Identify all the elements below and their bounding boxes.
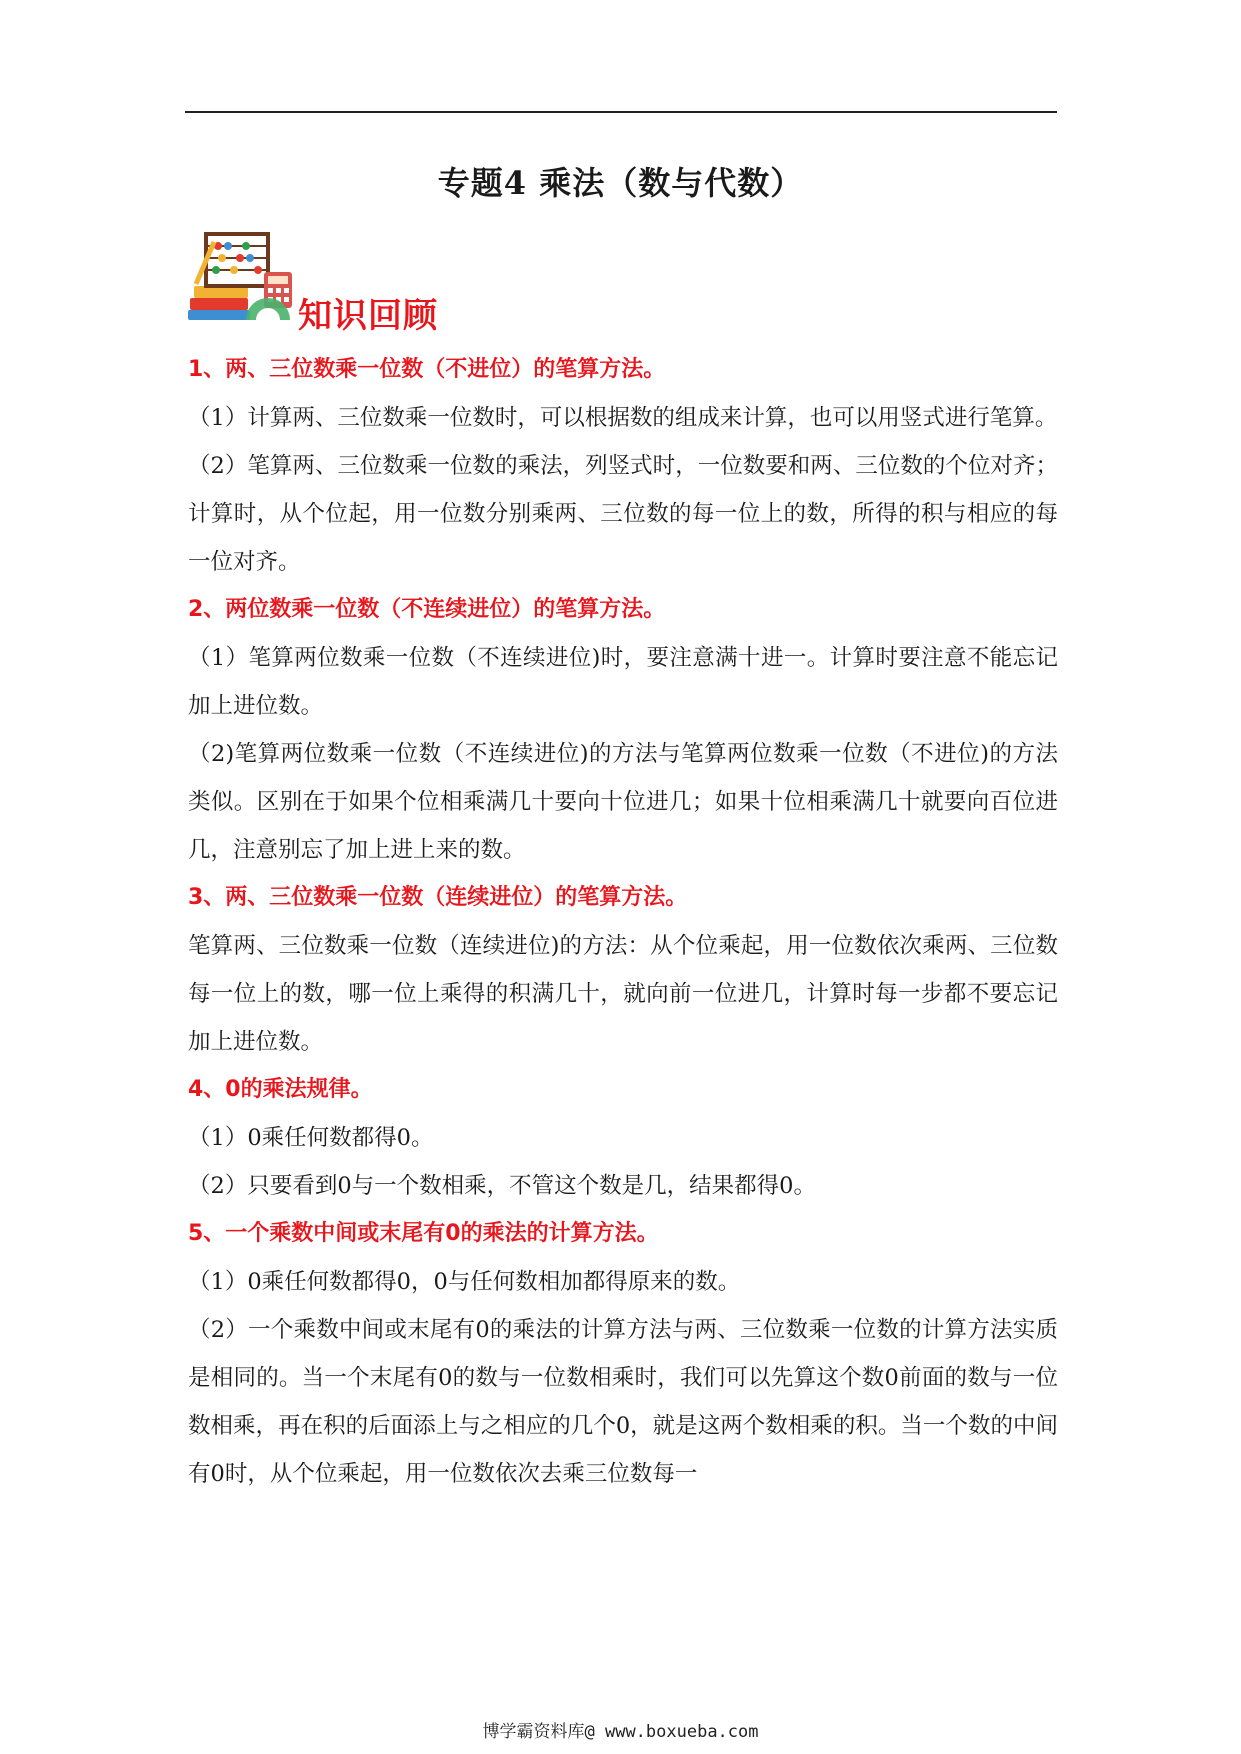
paragraph: （1）0乘任何数都得0。	[188, 1125, 434, 1151]
page-title: 专题4 乘法（数与代数）	[437, 164, 804, 202]
header-rule	[185, 111, 1057, 113]
paragraph: 笔算两、三位数乘一位数（连续进位)的方法：从个位乘起，用一位数依次乘两、三位数每一位上的数，哪一位上乘得的积满几十，就向前一位进几，计算时每一步都不要忘记加上进位数。	[188, 933, 1058, 1055]
paragraph: （2）笔算两、三位数乘一位数的乘法，列竖式时，一位数要和两、三位数的个位对齐；计算时，从个位起，用一位数分别乘两、三位数的每一位上的数，所得的积与相应的每一位对齐。	[188, 453, 1058, 575]
knowledge-review-banner	[188, 228, 488, 338]
paragraph: （1）计算两、三位数乘一位数时，可以根据数的组成来计算，也可以用竖式进行笔算。	[188, 405, 1058, 431]
paragraph: （2)笔算两位数乘一位数（不连续进位)的方法与笔算两位数乘一位数（不进位)的方法类似。区别在于如果个位相乘满几十要向十位进几；如果十位相乘满几十就要向百位进几，注意别忘了加上进上来的数。	[188, 741, 1058, 863]
paragraph: （1）笔算两位数乘一位数（不连续进位)时，要注意满十进一。计算时要注意不能忘记加上进位数。	[188, 645, 1058, 719]
abacus-books-icon	[188, 228, 298, 328]
paragraph: （2）只要看到0与一个数相乘，不管这个数是几，结果都得0。	[188, 1173, 816, 1199]
section-heading: 5、一个乘数中间或末尾有0的乘法的计算方法。	[188, 1221, 659, 1246]
banner-label: 知识回顾	[298, 296, 438, 336]
section-heading: 2、两位数乘一位数（不连续进位）的笔算方法。	[188, 597, 666, 622]
content-body	[188, 346, 1058, 1498]
page-footer: 博学霸资料库@ www.boxueba.com	[482, 1722, 759, 1742]
section-heading: 1、两、三位数乘一位数（不进位）的笔算方法。	[188, 357, 666, 382]
paragraph: （2）一个乘数中间或末尾有0的乘法的计算方法与两、三位数乘一位数的计算方法实质是相同的。当一个末尾有0的数与一位数相乘时，我们可以先算这个数0前面的数与一位数相乘，再在积的后面添上与之相应的几个0，就是这两个数相乘的积。当一个数的中间有0时，从个位乘起，用一位数依次去乘三位数每一	[188, 1317, 1058, 1487]
section-heading: 4、0的乘法规律。	[188, 1077, 373, 1102]
section-heading: 3、两、三位数乘一位数（连续进位）的笔算方法。	[188, 885, 688, 910]
paragraph: （1）0乘任何数都得0，0与任何数相加都得原来的数。	[188, 1269, 741, 1295]
